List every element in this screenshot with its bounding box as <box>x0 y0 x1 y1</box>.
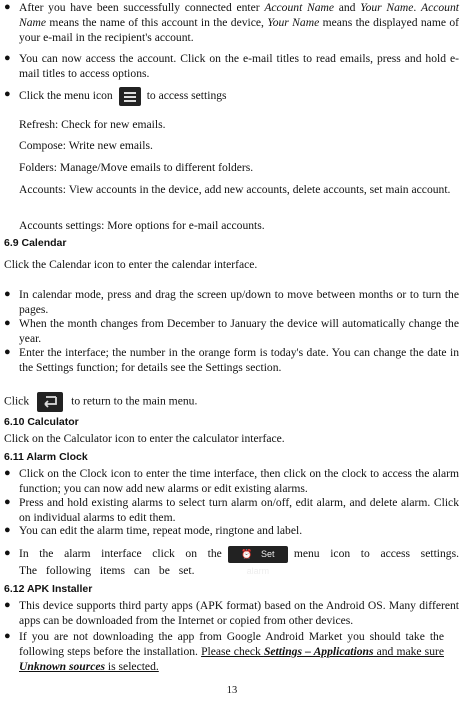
bullet-text: You can now access the account. Click on the e-mail titles to read emails, press and hold e-mail titles to access options. <box>19 52 459 80</box>
bullet-text: Click on the Clock icon to enter the time interface, then click on the clock to access the alarm function; you can now add new alarms or edit existing alarms. <box>19 467 459 495</box>
back-arrow-icon <box>37 392 63 412</box>
compose-text: Compose: Write new emails. <box>19 139 153 152</box>
bullet-menu-icon <box>4 87 459 106</box>
bullet-account-name <box>4 0 459 45</box>
bullet-dot: ● <box>4 346 11 358</box>
bullet-text: After you have been successfully connected enter Account Name and Your Name. Account Name means the name of this account in the device, Your Name means the displayed name of your e-mail in the recipient's account. <box>19 1 460 44</box>
bullet-text: When the month changes from December to January the device will automatically change the year. <box>19 317 459 345</box>
accounts-text: Accounts: View accounts in the device, add new accounts, delete accounts, set main account. <box>19 183 451 196</box>
alarm-bullet-4 <box>4 546 459 578</box>
bullet-dot: ● <box>4 1 11 13</box>
bullet-text: In calendar mode, press and drag the screen up/down to move between months or to turn the pages. <box>19 288 459 316</box>
menu-icon <box>119 87 141 106</box>
bullet-dot: ● <box>4 630 11 642</box>
bullet-text: In the alarm interface click on the ⏰ Set alarmmenu icon to access settings. The following items can be set. <box>19 547 460 577</box>
bullet-dot: ● <box>4 88 11 100</box>
bullet-text: Click the menu icon to access settings <box>19 87 459 106</box>
alarm-clock-icon: ⏰ <box>241 549 253 559</box>
alarm-bullet-1 <box>4 466 459 496</box>
bullet-text: If you are not downloading the app from Google Android Market you should take the following steps before the installation. Please check Settings – Applications and make sure Unknown sources is selected. <box>19 630 444 673</box>
bullet-dot: ● <box>4 317 11 329</box>
click-back-line: Click to return to the main menu. <box>4 392 459 412</box>
set-alarm-button-image: ⏰ Set alarm <box>228 546 288 563</box>
folders-text: Folders: Manage/Move emails to different folders. <box>19 161 254 174</box>
calendar-bullet-3 <box>4 345 459 375</box>
bullet-text: This device supports third party apps (APK format) based on the Android OS. Many different apps can be downloaded from the Internet or copied from other devices. <box>19 599 459 627</box>
heading-calculator: 6.10 Calculator <box>4 416 79 428</box>
bullet-dot: ● <box>4 496 11 508</box>
bullet-access-account <box>4 51 459 81</box>
bullet-dot: ● <box>4 547 11 559</box>
apk-bullet-2 <box>4 629 459 674</box>
calculator-intro: Click on the Calculator icon to enter the calculator interface. <box>4 432 285 445</box>
bullet-dot: ● <box>4 52 11 64</box>
accounts-settings-text: Accounts settings: More options for e-mail accounts. <box>19 219 265 232</box>
bullet-dot: ● <box>4 599 11 611</box>
apk-bullet-1 <box>4 598 459 628</box>
calendar-bullet-2 <box>4 316 459 346</box>
alarm-bullet-2 <box>4 495 459 525</box>
bullet-dot: ● <box>4 467 11 479</box>
heading-calendar: 6.9 Calendar <box>4 237 67 249</box>
alarm-bullet-3 <box>4 523 459 538</box>
heading-apk-installer: 6.12 APK Installer <box>4 583 93 595</box>
calendar-intro: Click the Calendar icon to enter the calendar interface. <box>4 258 258 271</box>
bullet-dot: ● <box>4 288 11 300</box>
bullet-text: You can edit the alarm time, repeat mode, ringtone and label. <box>19 524 303 537</box>
bullet-text: Press and hold existing alarms to select turn alarm on/off, edit alarm, and delete alarm. Click on individual alarms to edit them. <box>19 496 459 524</box>
refresh-text: Refresh: Check for new emails. <box>19 118 166 131</box>
bullet-text: Enter the interface; the number in the orange form is today's date. You can change the date in the Settings function; for details see the Settings section. <box>19 346 459 374</box>
bullet-dot: ● <box>4 524 11 536</box>
heading-alarm-clock: 6.11 Alarm Clock <box>4 451 88 463</box>
calendar-bullet-1 <box>4 287 459 317</box>
page-number: 13 <box>226 685 238 696</box>
